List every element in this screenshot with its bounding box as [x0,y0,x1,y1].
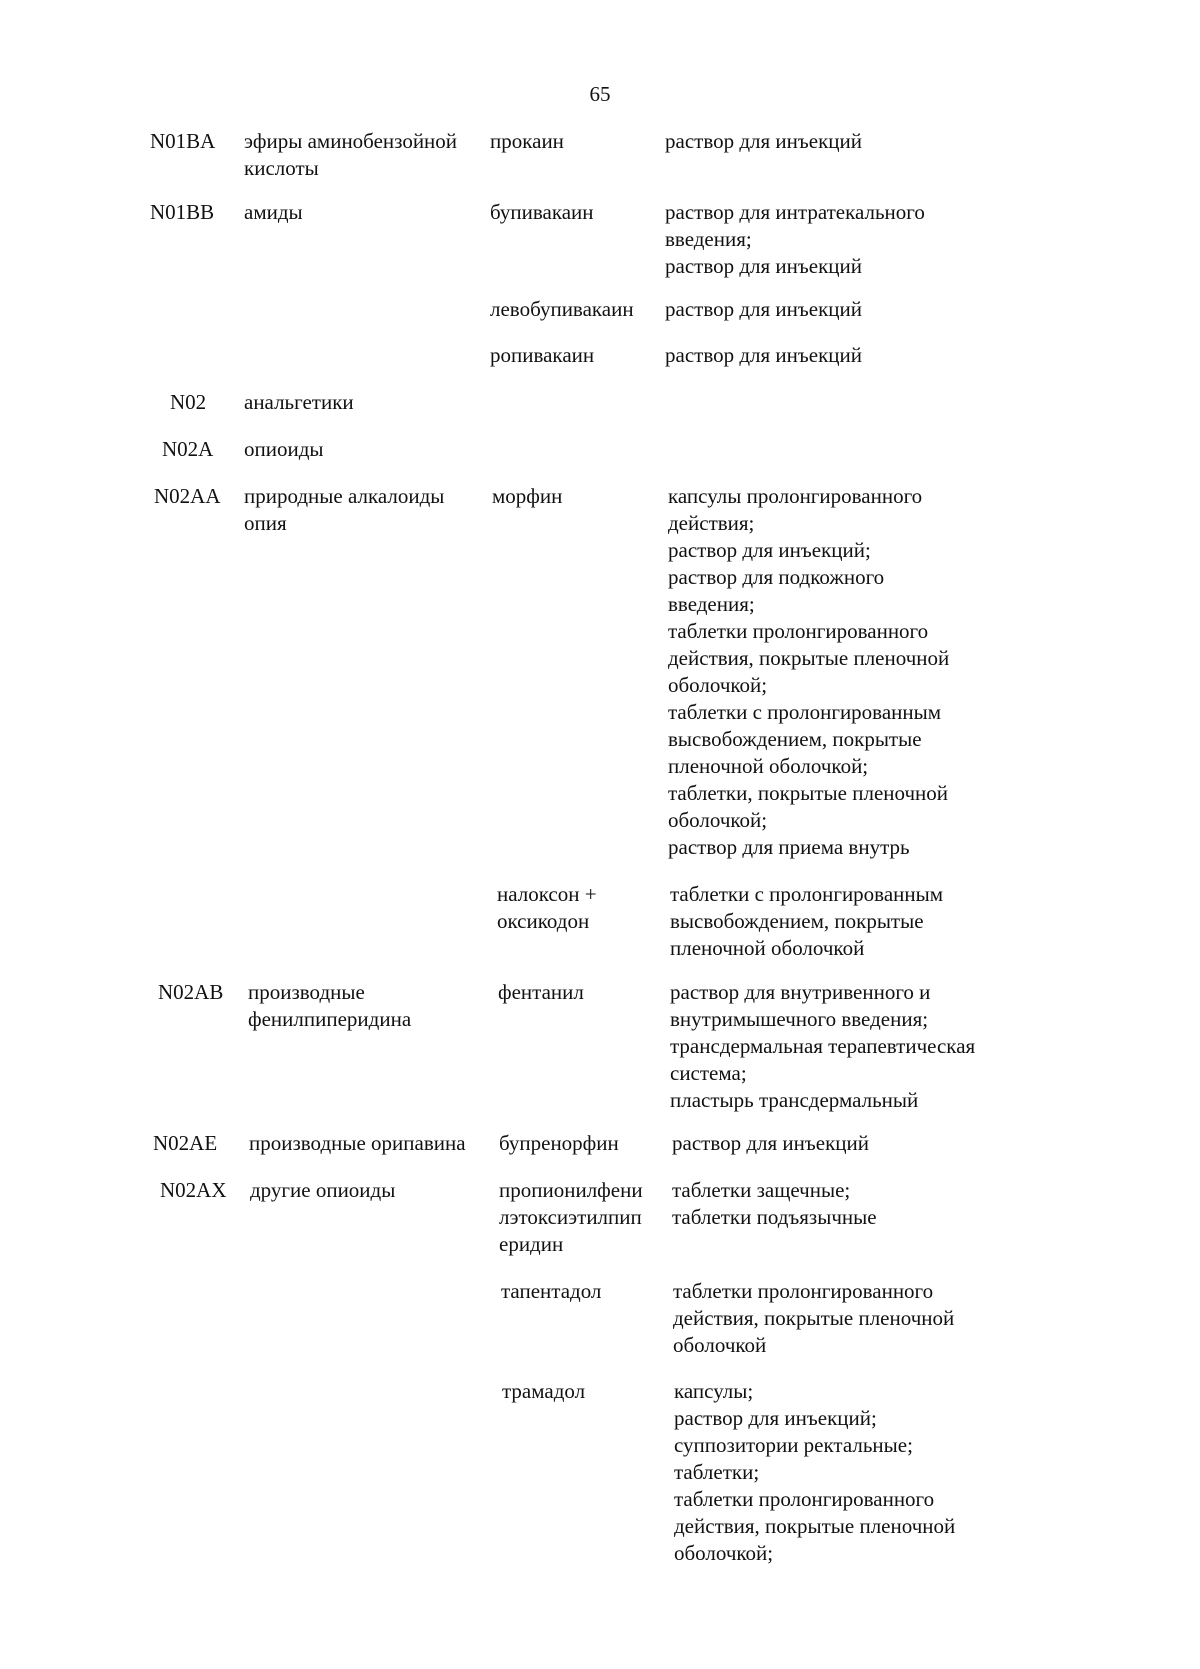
drug-name: трамадол [502,1379,586,1403]
atc-code: N02AX [160,1178,227,1202]
dosage-forms: таблетки с пролонгированным высвобождением, покрытые пленочной оболочкой [670,882,944,960]
category: анальгетики [244,390,354,414]
dosage-forms: раствор для инъекций [665,297,862,321]
category: амиды [244,200,303,224]
category: другие опиоиды [250,1178,396,1202]
atc-code: N02A [162,437,214,461]
category: опиоиды [244,437,324,461]
drug-name: бупренорфин [499,1131,619,1155]
dosage-forms: раствор для инъекций [665,129,862,153]
dosage-forms: раствор для инъекций [672,1131,869,1155]
drug-name: левобупивакаин [490,297,634,321]
atc-code: N01BB [150,200,215,224]
atc-code: N01BA [150,129,216,153]
drug-name: ропивакаин [490,343,595,367]
drug-name: пропионилфени лэтоксиэтилпип еридин [499,1178,643,1256]
drug-name: тапентадол [501,1279,602,1303]
drug-name: налоксон + оксикодон [497,882,597,933]
drug-name: прокаин [490,129,564,153]
page-number: 65 [589,82,611,106]
drug-name: морфин [492,484,563,508]
category: эфиры аминобензойной кислоты [244,129,458,180]
dosage-forms: капсулы; раствор для инъекций; суппозитории ректальные; таблетки; таблетки пролонгированного действия, покрытые пленочной оболочкой; [674,1379,956,1565]
category: производные фенилпиперидина [248,980,412,1031]
dosage-forms: раствор для инъекций [665,343,862,367]
dosage-forms: капсулы пролонгированного действия; раствор для инъекций; раствор для подкожного введения; таблетки пролонгированного действия, покрытые пленочной оболочкой; таблетки с пролонгированным высвобождением, покрытые пленочной оболочкой; таблетки, покрытые пленочной оболочкой; раствор для приема внутрь [668,484,950,859]
dosage-forms: таблетки защечные; таблетки подъязычные [672,1178,877,1229]
atc-code: N02AE [153,1131,218,1155]
dosage-forms: раствор для интратекального введения; раствор для инъекций [665,200,925,278]
dosage-forms: таблетки пролонгированного действия, покрытые пленочной оболочкой [673,1279,955,1357]
atc-code: N02 [170,390,207,414]
atc-code: N02AA [154,484,221,508]
drug-name: фентанил [498,980,584,1004]
category: производные орипавина [249,1131,466,1155]
drug-name: бупивакаин [490,200,594,224]
category: природные алкалоиды опия [244,484,445,535]
dosage-forms: раствор для внутривенного и внутримышечного введения; трансдермальная терапевтическая система; пластырь трансдермальный [670,980,976,1112]
atc-code: N02AB [158,980,224,1004]
